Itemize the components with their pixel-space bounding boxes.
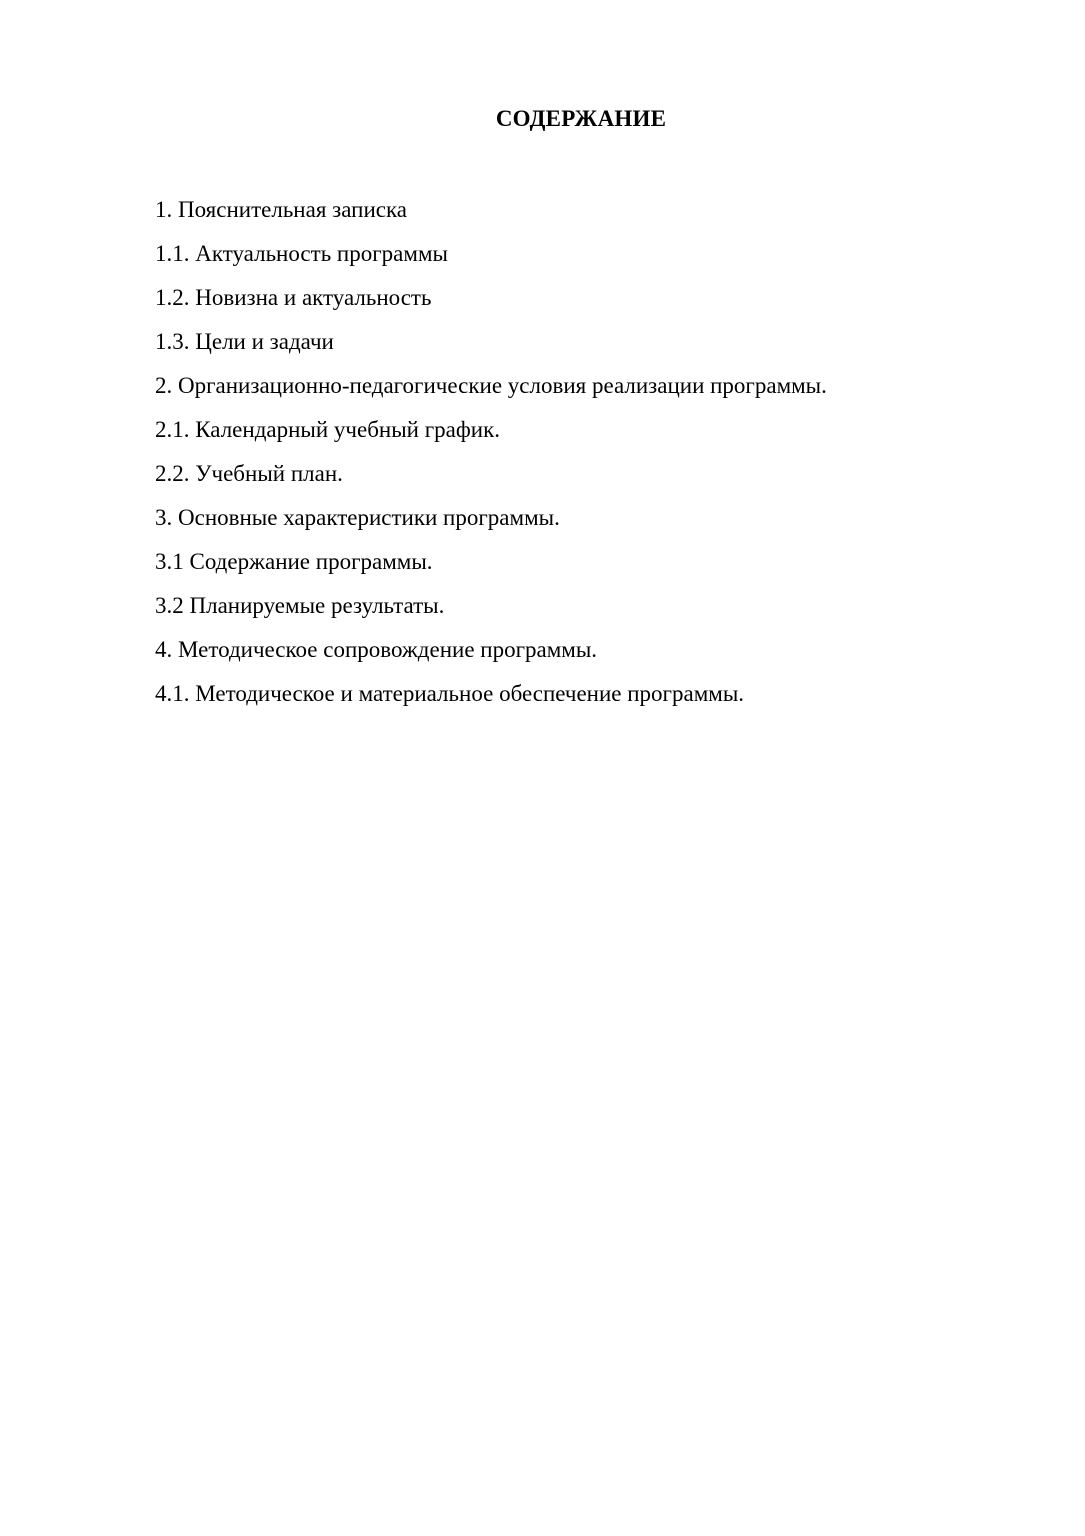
toc-item: 2.2. Учебный план.	[155, 461, 343, 486]
toc-item: 4. Методическое сопровождение программы.	[155, 637, 598, 662]
page-title: СОДЕРЖАНИЕ	[495, 106, 667, 131]
toc-item: 1. Пояснительная записка	[155, 197, 408, 222]
toc-item: 2. Организационно-педагогические условия реализации программы.	[155, 373, 827, 398]
toc-item: 3.1 Содержание программы.	[155, 549, 433, 574]
toc-item: 3. Основные характеристики программы.	[155, 505, 560, 530]
toc-item: 2.1. Календарный учебный график.	[155, 417, 500, 442]
toc-item: 1.2. Новизна и актуальность	[155, 285, 432, 310]
toc-item: 1.3. Цели и задачи	[155, 329, 334, 354]
toc-item: 1.1. Актуальность программы	[155, 241, 448, 266]
toc-item: 4.1. Методическое и материальное обеспечение программы.	[155, 681, 745, 706]
table-of-contents	[155, 188, 827, 716]
toc-item: 3.2 Планируемые результаты.	[155, 593, 445, 618]
